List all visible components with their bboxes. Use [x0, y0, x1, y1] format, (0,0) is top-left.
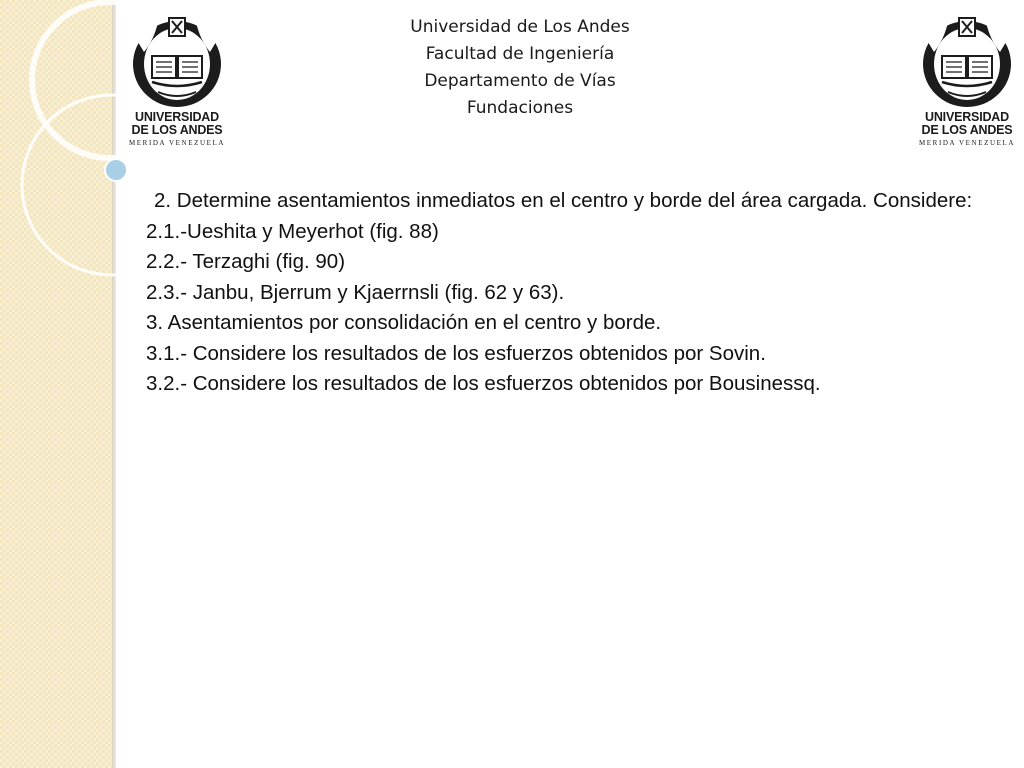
- university-crest-icon: [918, 12, 1016, 112]
- item-2-2: 2.2.- Terzaghi (fig. 90): [146, 250, 346, 273]
- header-university: Universidad de Los Andes: [410, 17, 630, 37]
- slide-header: [330, 14, 710, 122]
- header-course: Fundaciones: [466, 98, 574, 118]
- university-logo-right: [918, 12, 1016, 150]
- logo-name-line1: UNIVERSIDAD: [925, 110, 1009, 124]
- university-crest-icon: [128, 12, 226, 112]
- logo-name-line2: DE LOS ANDES: [921, 123, 1013, 137]
- accent-dot: [105, 159, 127, 181]
- logo-name-line2: DE LOS ANDES: [131, 123, 223, 137]
- item-3-2: 3.2.- Considere los resultados de los esfuerzos obtenidos por Bousinessq.: [146, 372, 821, 395]
- slide-content: [146, 186, 1014, 400]
- logo-place: MERIDA VENEZUELA: [128, 139, 226, 147]
- header-department: Departamento de Vías: [424, 71, 616, 91]
- header-faculty: Facultad de Ingeniería: [425, 44, 615, 64]
- logo-place: MERIDA VENEZUELA: [918, 139, 1016, 147]
- university-logo-left: [128, 12, 226, 150]
- item-2-3: 2.3.- Janbu, Bjerrum y Kjaerrnsli (fig. 62 y 63).: [146, 280, 565, 304]
- item-2: 2. Determine asentamientos inmediatos en el centro y borde del área cargada. Considere:: [154, 189, 973, 212]
- logo-name-line1: UNIVERSIDAD: [135, 110, 219, 124]
- item-3-1: 3.1.- Considere los resultados de los esfuerzos obtenidos por Sovin.: [146, 341, 766, 365]
- item-2-1: 2.1.-Ueshita y Meyerhot (fig. 88): [146, 219, 439, 243]
- item-3: 3. Asentamientos por consolidación en el centro y borde.: [146, 311, 662, 334]
